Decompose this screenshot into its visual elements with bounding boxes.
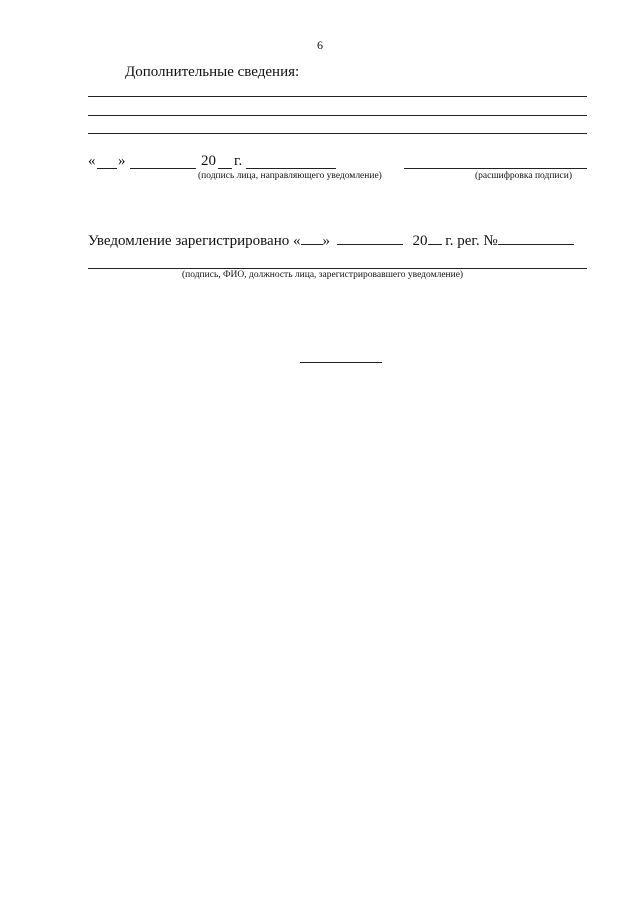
registration-number-field[interactable]	[498, 243, 574, 245]
year-prefix: 20	[201, 153, 216, 169]
caption-signature: (подпись лица, направляющего уведомление)	[198, 171, 382, 181]
page-number: 6	[317, 38, 323, 52]
signature-decoding-field[interactable]	[404, 167, 587, 169]
registration-row	[88, 233, 574, 250]
caption-decoding: (расшифровка подписи)	[475, 171, 572, 181]
year-suffix: г.	[234, 153, 243, 169]
additional-info-line-2[interactable]	[88, 115, 587, 116]
date-quote-open: «	[88, 153, 96, 169]
registration-year-field[interactable]	[428, 243, 442, 245]
registrar-signature-line[interactable]	[88, 268, 587, 269]
caption-registrar: (подпись, ФИО, должность лица, зарегистрировавшего уведомление)	[182, 270, 464, 280]
signature-field[interactable]	[246, 167, 336, 169]
registration-year-prefix: 20	[412, 233, 428, 249]
additional-info-line-3[interactable]	[88, 133, 587, 134]
day-field[interactable]	[97, 167, 117, 169]
registration-day-field[interactable]	[301, 243, 323, 245]
additional-info-line-1[interactable]	[88, 96, 587, 97]
date-quote-close: »	[118, 153, 126, 169]
registration-year-suffix: г. рег. №	[445, 233, 498, 249]
closing-rule	[300, 362, 382, 363]
registration-month-field[interactable]	[337, 243, 403, 245]
month-field[interactable]	[130, 167, 196, 169]
registration-label: Уведомление зарегистрировано «	[88, 233, 301, 249]
registration-quote-close: »	[322, 233, 330, 249]
signature-date-row	[0, 153, 640, 173]
additional-info-title: Дополнительные сведения:	[125, 64, 300, 80]
year-field[interactable]	[218, 167, 232, 169]
